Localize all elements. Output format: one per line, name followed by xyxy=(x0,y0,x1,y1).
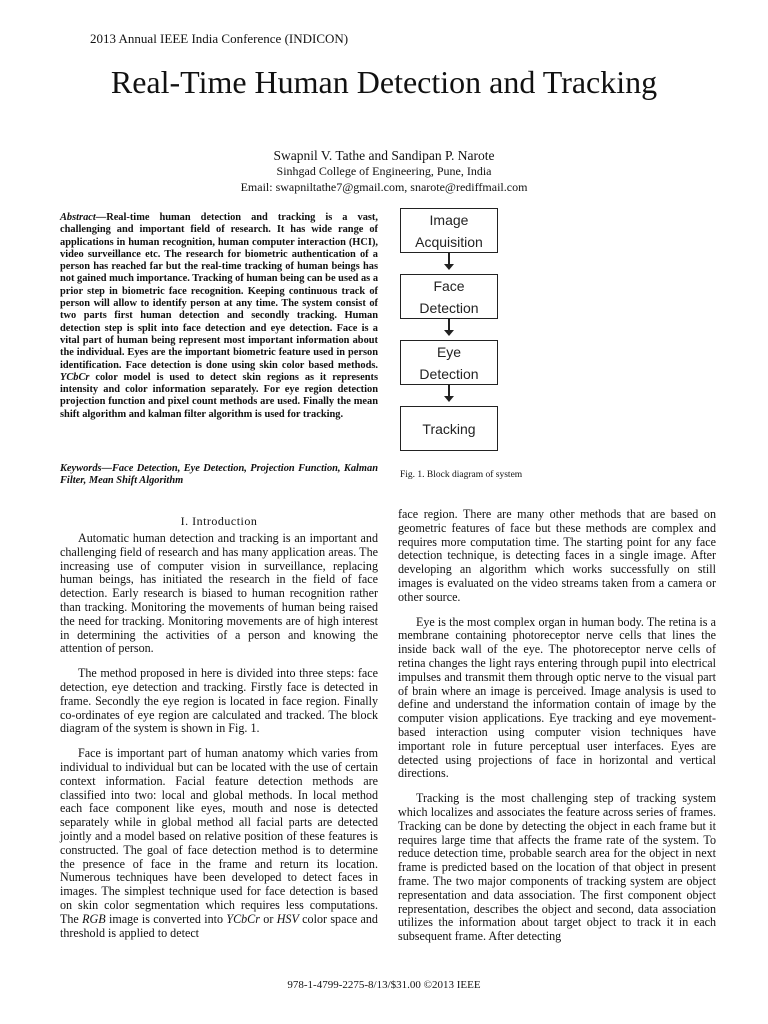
math-hsv: HSV xyxy=(276,911,299,926)
page-footer: 978-1-4799-2275-8/13/$31.00 ©2013 IEEE xyxy=(287,979,481,991)
diagram-block-eye-detection: Eye Detection xyxy=(400,340,498,385)
abstract-text-continued: color model is used to detect skin regions as it represents intensity and color information separately. For eye region detection projection function and pixel count methods are used. Finally the mean shift algorithm and kalman filter algorithm is used for tracking. xyxy=(60,371,378,420)
diagram-block-tracking: Tracking xyxy=(400,406,498,451)
intro-paragraph-3-text: Face is important part of human anatomy which varies from individual to individual but can be located with the use of certain context information. Facial feature detection methods are classified into two: local and global methods. In local method each face component like eyes, mouth and nose is detected separately while in global method all facial parts are detected jointly and a model based on relative position of these features is constructed. The goal of face detection method is to determine the presence of face in the frame and return its location. Numerous techniques have been developed to detect faces in images. The simplest technique used for face detection is based on skin color segmentation which requires less computations. The xyxy=(60,746,378,926)
intro-paragraph-3-mid: image is converted into xyxy=(105,911,227,926)
right-paragraph-2: Eye is the most complex organ in human body. The retina is a membrane containing photoreceptor nerve cells that lines the inside back wall of the eye. The photoreceptor nerve cells of retina changes the light rays entering through pupil into electrical impulses and transmit them through optic nerve to the visual part of brain where an image is perceived. Image analysis is used to define and understand the information contain of image by the computer vision applications. Eye tracking and eye movement-based interaction using computer vision techniques have important role in future perceptual user interfaces. Eyes are detected using projections of face in horizontal and vertical directions. xyxy=(398,614,716,781)
abstract-label: Abstract xyxy=(60,212,96,223)
intro-paragraph-3 xyxy=(60,747,378,940)
intro-paragraph-1: Automatic human detection and tracking is an important and challenging field of research and has many application areas. The increasing use of computer vision in surveillance, replacing human beings, has initiated the research in the field of face detection. Early research is biased to human recognition rather than tracking. Monitoring the movements of human being raised the need for tracking. Monitoring movements are of high interest in determining the activities of a person and knowing the attention of person. xyxy=(60,531,378,656)
intro-paragraph-3-end: color space and threshold is applied to detect xyxy=(60,911,378,940)
introduction-body xyxy=(60,532,378,951)
diagram-arrowhead xyxy=(444,396,454,402)
abstract xyxy=(60,212,378,421)
math-ycbcr: YCbCr xyxy=(226,911,260,926)
diagram-block-image-acquisition: Image Acquisition xyxy=(400,208,498,253)
abstract-color-model: YCbCr xyxy=(60,371,90,383)
right-paragraph-3: Tracking is the most challenging step of tracking system which localizes and associates the feature across series of frames. Tracking can be done by detecting the object in each frame but it requires large time that affects the frame rate of the system. To reduce detection time, probable search area for the object in next frame is predicted based on the location of that object in present frame. The two major components of tracking system are object representation and data association. The first component object representation, describes the object and second, data association utilizes the information about target object to track it in each subsequent frame. After detecting xyxy=(398,791,716,944)
diagram-arrowhead xyxy=(444,330,454,336)
intro-paragraph-3-or: or xyxy=(259,911,277,926)
paper-title: Real-Time Human Detection and Tracking xyxy=(110,64,658,100)
keywords-label: Keywords xyxy=(60,463,102,474)
keywords-text: —Face Detection, Eye Detection, Projection Function, Kalman Filter, Mean Shift Algorithm xyxy=(60,463,378,487)
authors: Swapnil V. Tathe and Sandipan P. Narote xyxy=(273,148,495,163)
right-paragraph-1: face region. There are many other methods that are based on geometric features of face but these methods are complex and requires more computation time. The starting point for any face detection technique, is detecting faces in a single image. After developing an algorithm which works successfully on still images is evaluated on the video streams taken from a camera or other source. xyxy=(398,507,716,604)
keywords xyxy=(60,463,378,488)
diagram-block-face-detection: Face Detection xyxy=(400,274,498,319)
math-rgb: RGB xyxy=(82,911,106,926)
abstract-text: —Real-time human detection and tracking is a vast, challenging and important field of research. It has wide range of applications in human recognition, human computer interaction (HCI), video surveillance etc. The research for biometric authentication of a person has reached far but the real-time tracking of human beings has not gained much importance. Tracking of human being can be used as a prior step in biometric face recognition. Keeping continuous track of person will allow to identify person at any time. The system consist of two parts first human detection and secondly tracking. Human detection step is split into face detection and eye detection. Face is a vital part of human being represent most important information about the individual. Eyes are the important biometric feature used in person identification. Face detection is done using skin color based methods. xyxy=(60,212,379,371)
author-emails: Email: swapniltathe7@gmail.com, snarote@rediffmail.com xyxy=(240,180,528,194)
figure-caption: Fig. 1. Block diagram of system xyxy=(400,470,523,480)
diagram-arrowhead xyxy=(444,264,454,270)
conference-header: 2013 Annual IEEE India Conference (INDICON) xyxy=(90,31,349,46)
block-diagram xyxy=(400,208,502,460)
right-column-body xyxy=(398,508,716,955)
section-heading-introduction: I. Introduction xyxy=(180,514,258,528)
intro-paragraph-2: The method proposed in here is divided into three steps: face detection, eye detection and tracking. Firstly face is detected in frame. Secondly the eye region is located in face region. Finally co-ordinates of eye region are calculated and tracked. The block diagram of the system is shown in Fig. 1. xyxy=(60,666,378,736)
affiliation: Sinhgad College of Engineering, Pune, India xyxy=(276,164,492,178)
